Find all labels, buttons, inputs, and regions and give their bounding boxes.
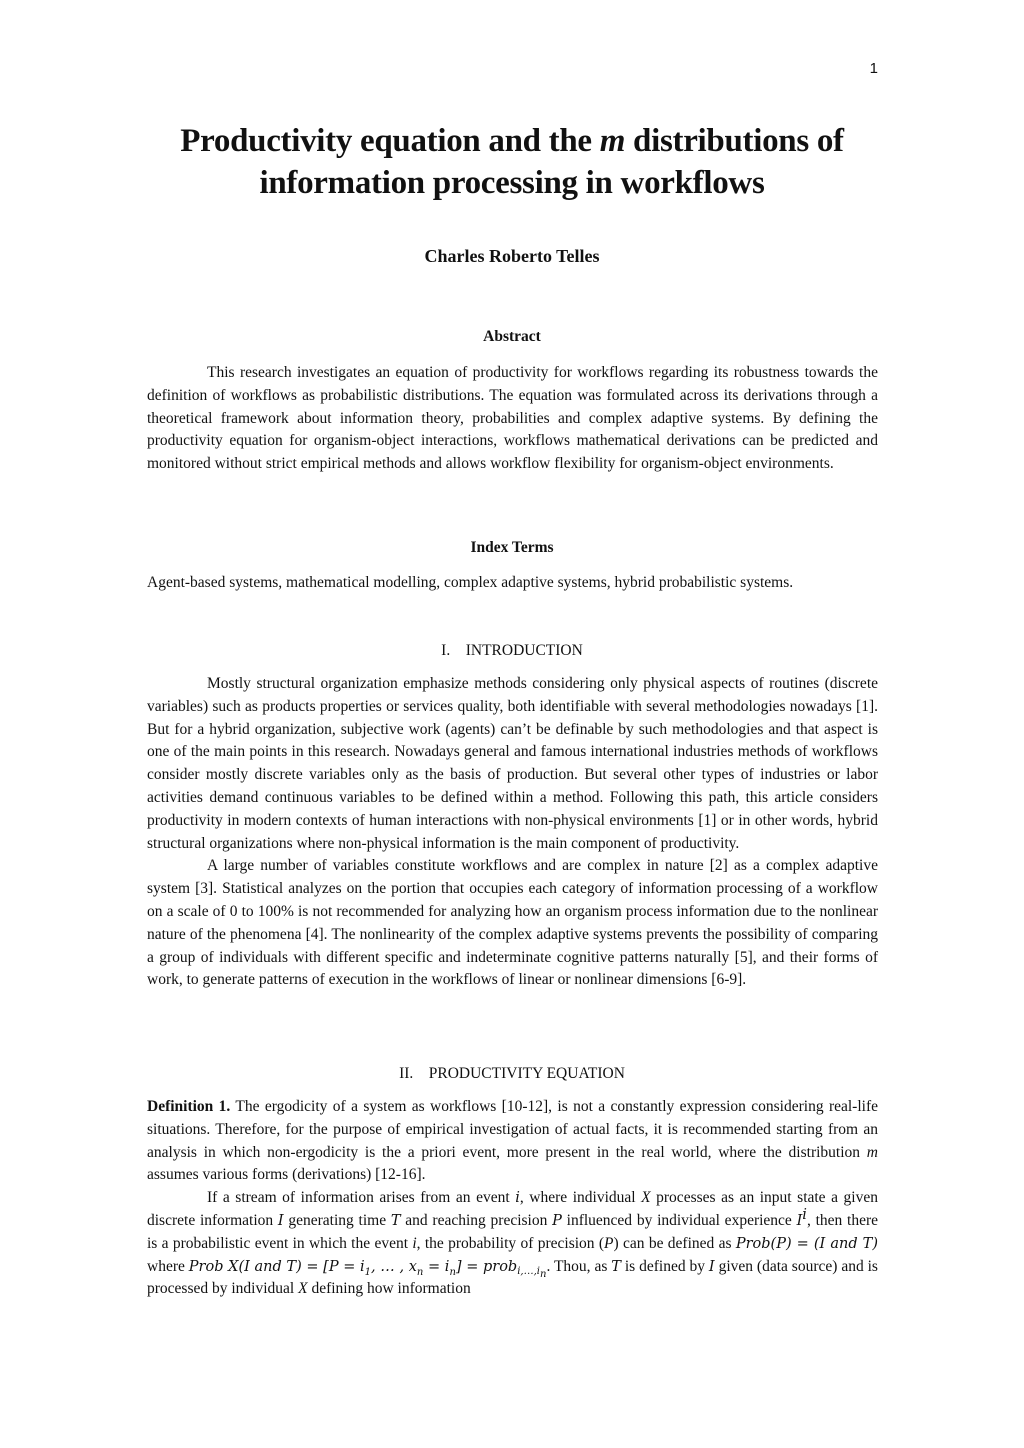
text: ) can be defined as bbox=[613, 1234, 736, 1252]
math-P: P bbox=[552, 1212, 562, 1229]
eq-sub-part: i,…,i bbox=[517, 1266, 540, 1278]
text: , the probability of precision ( bbox=[416, 1234, 605, 1252]
eq-part: Prob X(I and T) = [P = i bbox=[188, 1258, 365, 1275]
abstract-body bbox=[147, 362, 878, 476]
intro-paragraph-2: A large number of variables constitute workflows and are complex in nature [2] as a complex adaptive system [3]. Statistical analyzes on the portion that occupies each category of information processing of a workflow on a scale of 0 to 100% is not recommended for analyzing how an organism process information due to the nonlinear nature of the phenomena [4]. The nonlinearity of the complex adaptive systems prevents the possibility of comparing a group of individuals with different specific and indeterminate cognitive patterns naturally [5], and their forms of work, to generate patterns of execution in the workflows of linear or nonlinear dimensions [6-9]. bbox=[147, 857, 878, 989]
definition-m: m bbox=[866, 1143, 878, 1161]
definition-text: The ergodicity of a system as workflows [10-12], is not a constantly expression considering real-life situations. Therefore, for the purpose of empirical investigation of actual facts, it is recommended starting from an analysis in which non-ergodicity is the a priori event, more present in the real world, where the distribution bbox=[147, 1098, 879, 1161]
definition-label: Definition 1. bbox=[147, 1098, 231, 1115]
page-number: 1 bbox=[869, 60, 878, 77]
eq-sub-sub: n bbox=[539, 1269, 547, 1281]
math-I: I bbox=[708, 1258, 715, 1275]
math-T: T bbox=[390, 1212, 401, 1229]
title-line-2: information processing in workflows bbox=[259, 165, 765, 201]
productivity-body bbox=[147, 1096, 878, 1301]
text: defining how information bbox=[307, 1280, 471, 1298]
productivity-heading: II. PRODUCTIVITY EQUATION bbox=[399, 1065, 625, 1082]
math-P: P bbox=[604, 1234, 614, 1252]
text: influenced by individual experience bbox=[561, 1211, 797, 1229]
eq-part: ] = prob bbox=[455, 1258, 518, 1275]
title-part: Productivity equation and the bbox=[180, 123, 600, 159]
eq-sub: 1 bbox=[364, 1266, 372, 1278]
index-terms-heading: Index Terms bbox=[470, 539, 554, 556]
text: and reaching precision bbox=[400, 1211, 553, 1229]
intro-paragraph-1: Mostly structural organization emphasize methods considering only physical aspects of routines (discrete variables) such as products properties or services quality, both identifiable with several methodologies nowadays [1]. But for a hybrid organization, subjective work (agents) can’t be definable by such methodologies and that aspect is one of the main points in this research. Nowadays general and famous international industries methods of workflows consider mostly discrete variables only as the basis of production. But several other types of industries or labor activities demand continuous variables to be defined within a method. Following this path, this article considers productivity in modern contexts of human interactions with non-physical environments [1] or in other words, hybrid structural organizations where non-physical information is the main component of productivity. bbox=[147, 675, 878, 852]
eq-sub: n bbox=[449, 1266, 456, 1278]
text: is defined by bbox=[620, 1257, 709, 1275]
abstract-text: This research investigates an equation of productivity for workflows regarding its robustness towards the definition of workflows as probabilistic distributions. The equation was formulated across its derivations through a theoretical framework about information theory, probabilities and complex adaptive systems. By defining the productivity equation for organism-object interactions, workflows mathematical derivations can be predicted and monitored without strict empirical methods and allows workflow flexibility for organism-object environments. bbox=[147, 364, 878, 473]
definition-tail: assumes various forms (derivations) [12-16]. bbox=[147, 1166, 426, 1184]
paper-title bbox=[0, 120, 1024, 204]
eq-part: = i bbox=[423, 1258, 450, 1275]
productivity-paragraph-2 bbox=[147, 1187, 878, 1301]
text: given (data source) and is processed by individual bbox=[147, 1257, 878, 1298]
equation-prob-x bbox=[188, 1258, 547, 1281]
introduction-body bbox=[147, 673, 878, 992]
introduction-heading: I. INTRODUCTION bbox=[441, 642, 583, 659]
eq-sub: n bbox=[416, 1266, 424, 1278]
math-i: i bbox=[515, 1190, 520, 1207]
text: , where individual bbox=[519, 1189, 642, 1207]
math-sup-i: i bbox=[802, 1206, 807, 1223]
text: where bbox=[147, 1257, 189, 1275]
text: generating time bbox=[283, 1211, 391, 1229]
eq-part: , … , x bbox=[371, 1258, 417, 1275]
text: . Thou, as bbox=[546, 1257, 612, 1275]
text: , then there is a probabilistic event in which the event bbox=[147, 1211, 878, 1252]
equation-prob-p: Prob(P) = (I and T) bbox=[735, 1235, 878, 1252]
text: If a stream of information arises from an event bbox=[207, 1189, 516, 1207]
math-X: X bbox=[641, 1189, 651, 1207]
math-X: X bbox=[298, 1280, 308, 1298]
math-I: I bbox=[796, 1212, 803, 1229]
eq-sub bbox=[517, 1266, 547, 1281]
text: processes as an input state a given discrete information bbox=[147, 1189, 878, 1229]
math-I: I bbox=[277, 1212, 284, 1229]
math-T: T bbox=[611, 1258, 621, 1275]
title-m: m bbox=[599, 123, 626, 159]
definition-1 bbox=[147, 1096, 878, 1187]
title-part: distributions of bbox=[625, 123, 844, 159]
math-i: i bbox=[412, 1234, 417, 1252]
title-line-1 bbox=[0, 120, 1024, 162]
author-name: Charles Roberto Telles bbox=[424, 246, 600, 266]
abstract-heading: Abstract bbox=[483, 328, 541, 345]
index-terms-text: Agent-based systems, mathematical modelling, complex adaptive systems, hybrid probabilistic systems. bbox=[147, 574, 794, 591]
